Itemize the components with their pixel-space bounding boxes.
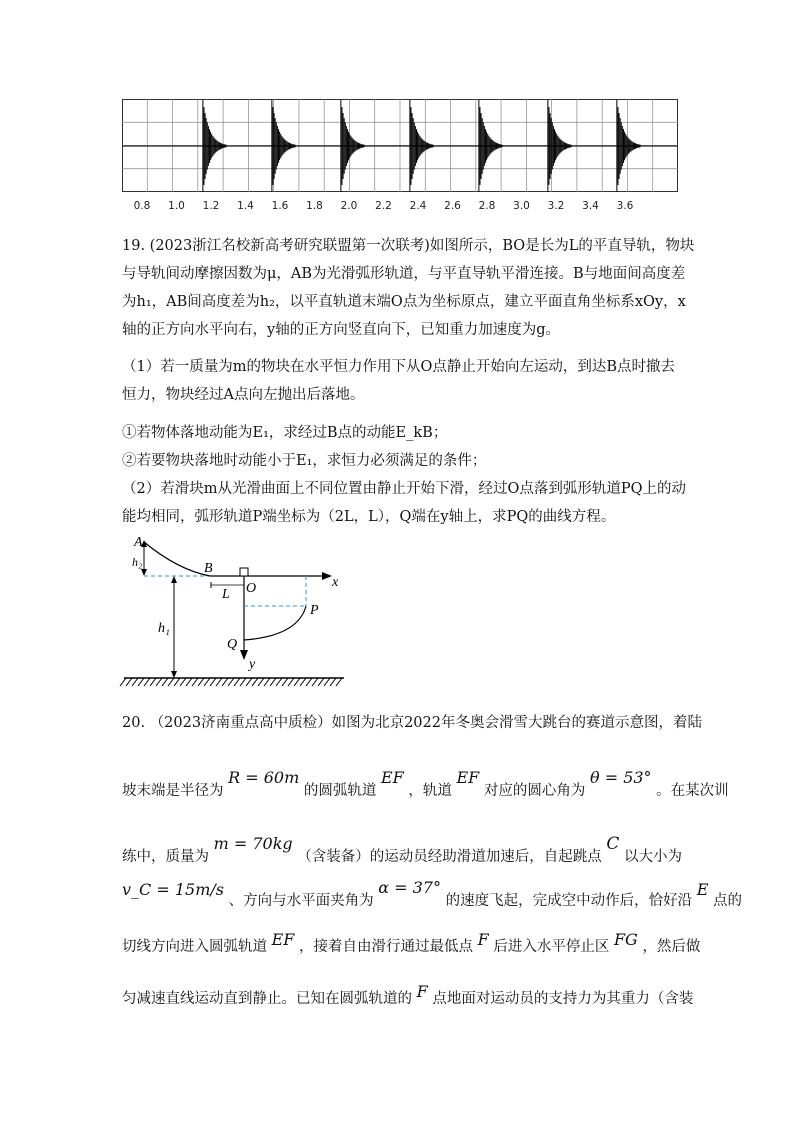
burst-5 — [564, 142, 565, 150]
burst-1 — [293, 144, 294, 147]
burst-5 — [567, 144, 568, 149]
burst-2 — [361, 144, 362, 148]
burst-4 — [482, 118, 483, 174]
burst-1 — [271, 100, 272, 192]
burst-4 — [495, 142, 496, 150]
burst-2 — [348, 132, 349, 161]
burst-5 — [566, 143, 567, 148]
burst-4 — [494, 142, 495, 151]
burst-5 — [563, 142, 564, 151]
burst-6 — [638, 144, 639, 147]
burst-4 — [479, 107, 480, 185]
formula-r: R = 60m — [228, 768, 300, 787]
text-run: ，接着自由滑行通过最低点 — [299, 939, 473, 955]
burst-5 — [551, 118, 552, 174]
burst-6 — [619, 113, 620, 179]
burst-5 — [554, 129, 555, 163]
burst-3 — [425, 142, 426, 151]
burst-3 — [417, 132, 418, 161]
q19-figure — [118, 530, 358, 694]
burst-1 — [283, 139, 284, 154]
osc-tick-label: 1.2 — [202, 200, 220, 212]
burst-6 — [637, 144, 638, 148]
burst-4 — [484, 126, 485, 166]
osc-tick-label: 3.4 — [582, 200, 599, 212]
burst-4 — [493, 141, 494, 152]
text-run: （含装备）的运动员经助滑道加速后，自起跳点 — [297, 849, 602, 865]
burst-0 — [209, 129, 210, 163]
q19-line-4: 轴的正方向水平向右，y轴的正方向竖直向下，已知重力加速度为g。 — [122, 322, 560, 338]
text-run: 以大小为 — [624, 849, 682, 865]
osc-tick-label: 3.0 — [513, 200, 530, 212]
osc-tick-label: 2.2 — [375, 200, 392, 212]
burst-2 — [363, 145, 364, 148]
burst-2 — [341, 107, 342, 185]
burst-0 — [222, 144, 223, 149]
q20-line-2 — [122, 768, 729, 801]
burst-5 — [556, 134, 557, 158]
burst-0 — [216, 140, 217, 152]
burst-1 — [276, 122, 277, 169]
burst-3 — [409, 100, 410, 192]
burst-3 — [416, 129, 417, 163]
burst-3 — [427, 143, 428, 149]
formula-ef: EF — [380, 768, 404, 787]
osc-tick-label: 3.2 — [547, 200, 565, 212]
q19-line-3: 为h₁，AB间高度差为h₂，以平直轨道末端O点为坐标原点，建立平面直角坐标系xOy，x — [122, 294, 686, 310]
burst-6 — [631, 141, 632, 152]
ab-curved-track — [144, 542, 210, 576]
formula-e: E — [696, 880, 709, 899]
burst-5 — [550, 113, 551, 179]
q20-line-1: 20. （2023济南重点高中质检）如图为北京2022年冬奥会滑雪大跳台的赛道示意图，着陆 — [122, 715, 702, 731]
burst-5 — [568, 144, 569, 148]
q20-line-6 — [122, 982, 694, 1009]
burst-4 — [492, 140, 493, 152]
burst-5 — [561, 140, 562, 152]
q19-line-1: 19. (2023浙江名校新高考研究联盟第一次联考)如图所示，BO是长为L的平直导轨，物块 — [122, 238, 695, 254]
text-run: 。在某次训 — [656, 783, 729, 799]
x-axis-arrow — [322, 572, 332, 580]
burst-2 — [350, 136, 351, 157]
label-q: Q — [227, 637, 238, 652]
burst-6 — [617, 107, 618, 185]
burst-6 — [616, 100, 617, 192]
burst-5 — [570, 145, 571, 148]
text-run: 的速度飞起，完成空中动作后，恰好沿 — [445, 893, 693, 909]
burst-2 — [346, 126, 347, 166]
burst-0 — [224, 144, 225, 147]
burst-3 — [412, 113, 413, 179]
q19-line-8: ②若要物块落地时动能小于E₁，求恒力必须满足的条件； — [122, 453, 487, 469]
burst-4 — [488, 136, 489, 157]
burst-4 — [483, 122, 484, 169]
burst-1 — [272, 107, 273, 185]
burst-4 — [486, 132, 487, 161]
label-p: P — [310, 603, 319, 618]
burst-2 — [360, 144, 361, 149]
burst-0 — [210, 132, 211, 161]
burst-6 — [622, 126, 623, 166]
burst-5 — [558, 137, 559, 154]
burst-5 — [559, 139, 560, 154]
burst-1 — [279, 132, 280, 161]
burst-6 — [635, 143, 636, 148]
label-y: y — [249, 657, 256, 672]
burst-4 — [500, 144, 501, 147]
burst-6 — [636, 144, 637, 149]
q19-line-6: 恒力，物块经过A点向左抛出后落地。 — [122, 387, 365, 403]
formula-c: C — [606, 834, 620, 854]
burst-5 — [565, 143, 566, 149]
burst-1 — [289, 143, 290, 149]
burst-2 — [357, 142, 358, 150]
text-run: ，然后做 — [642, 939, 701, 955]
text-run: 、方向与水平面夹角为 — [228, 893, 374, 909]
burst-3 — [432, 145, 433, 148]
burst-0 — [203, 107, 204, 185]
burst-3 — [414, 122, 415, 169]
burst-1 — [294, 145, 295, 148]
oscillogram-svg — [122, 99, 678, 199]
burst-0 — [223, 144, 224, 148]
burst-1 — [281, 136, 282, 157]
burst-1 — [275, 118, 276, 174]
text-run: 匀减速直线运动直到静止。已知在圆弧轨道的 — [122, 991, 412, 1007]
burst-3 — [418, 134, 419, 158]
burst-6 — [639, 145, 640, 148]
burst-5 — [557, 136, 558, 157]
burst-1 — [290, 143, 291, 148]
burst-4 — [499, 144, 500, 148]
formula-fg: FG — [613, 930, 638, 949]
burst-5 — [548, 107, 549, 185]
text-run: 对应的圆心角为 — [483, 783, 586, 799]
burst-4 — [485, 129, 486, 163]
burst-0 — [225, 145, 226, 148]
burst-2 — [355, 141, 356, 152]
burst-1 — [292, 144, 293, 148]
burst-1 — [274, 113, 275, 179]
q19-line-10: 能均相同，弧形轨道P端坐标为（2L，L），Q端在y轴上，求PQ的曲线方程。 — [122, 509, 616, 525]
burst-5 — [553, 126, 554, 166]
formula-m: m = 70kg — [213, 834, 293, 853]
burst-4 — [496, 143, 497, 149]
burst-2 — [347, 129, 348, 163]
burst-0 — [212, 136, 213, 157]
burst-5 — [569, 144, 570, 147]
burst-4 — [498, 144, 499, 149]
burst-3 — [431, 144, 432, 147]
label-a: A — [134, 535, 143, 550]
q19-line-2: 与导轨间动摩擦因数为μ，AB为光滑弧形轨道，与平直导轨平滑连接。B与地面间高度差 — [122, 266, 686, 282]
label-h1: h₁ — [158, 621, 170, 636]
burst-3 — [430, 144, 431, 148]
burst-2 — [362, 144, 363, 147]
osc-tick-label: 1.8 — [306, 200, 323, 212]
burst-2 — [343, 113, 344, 179]
q20-line-5 — [122, 930, 701, 957]
burst-0 — [221, 143, 222, 148]
burst-3 — [424, 141, 425, 152]
burst-0 — [213, 137, 214, 154]
burst-6 — [625, 134, 626, 158]
text-run: ，轨道 — [408, 783, 452, 799]
q19-line-7: ①若物体落地动能为E₁，求经过B点的动能E_kB； — [122, 425, 448, 441]
burst-1 — [280, 134, 281, 158]
burst-3 — [413, 118, 414, 174]
text-run: 后进入水平停止区 — [493, 939, 610, 955]
q19-line-5: （1）若一质量为m的物块在水平恒力作用下从O点静止开始向左运动，到达B点时撤去 — [122, 359, 676, 375]
text-run: 坡末端是半径为 — [122, 783, 224, 799]
burst-0 — [220, 143, 221, 149]
text-run: 点地面对运动员的支持力为其重力（含装 — [432, 991, 694, 1007]
burst-3 — [428, 143, 429, 148]
burst-4 — [478, 100, 479, 192]
osc-tick-label: 2.0 — [340, 200, 358, 212]
burst-4 — [489, 137, 490, 154]
label-o: O — [246, 581, 257, 596]
formula-alpha: α = 37° — [378, 878, 441, 897]
q19-line-9: （2）若滑块m从光滑曲面上不同位置由静止开始下滑，经过O点落到弧形轨道PQ上的动 — [122, 481, 687, 497]
burst-2 — [340, 100, 341, 192]
formula-ef-2: EF — [456, 768, 480, 787]
osc-tick-label: 2.4 — [409, 200, 427, 212]
burst-3 — [415, 126, 416, 166]
burst-6 — [632, 142, 633, 151]
burst-2 — [345, 122, 346, 169]
burst-2 — [344, 118, 345, 174]
burst-1 — [286, 141, 287, 152]
osc-tick-label: 0.8 — [133, 200, 151, 212]
burst-6 — [626, 136, 627, 157]
burst-6 — [633, 142, 634, 150]
pq-curve — [244, 606, 306, 640]
burst-6 — [634, 143, 635, 149]
burst-6 — [630, 140, 631, 152]
osc-tick-label: 1.0 — [168, 200, 185, 212]
label-h2: h₂ — [132, 555, 143, 569]
formula-ef-3: EF — [271, 930, 295, 949]
q20-line-3 — [122, 834, 682, 867]
osc-tick-label: 1.6 — [271, 200, 289, 212]
burst-2 — [351, 137, 352, 154]
burst-2 — [352, 139, 353, 154]
burst-6 — [627, 137, 628, 154]
burst-0 — [208, 126, 209, 166]
label-x: x — [332, 575, 339, 590]
burst-0 — [205, 113, 206, 179]
burst-3 — [426, 142, 427, 150]
burst-5 — [562, 141, 563, 152]
q20-line-4 — [122, 878, 742, 911]
burst-1 — [288, 142, 289, 150]
text-run: 点的 — [712, 893, 742, 909]
burst-6 — [621, 122, 622, 169]
burst-6 — [620, 118, 621, 174]
osc-tick-label: 2.6 — [444, 200, 461, 212]
y-axis-arrow — [240, 650, 248, 660]
formula-f: F — [477, 930, 489, 949]
burst-0 — [211, 134, 212, 158]
burst-0 — [214, 139, 215, 154]
burst-1 — [285, 140, 286, 152]
burst-0 — [217, 141, 218, 152]
burst-2 — [359, 143, 360, 148]
burst-1 — [277, 126, 278, 166]
q19-figure-svg — [118, 530, 358, 690]
burst-6 — [628, 139, 629, 154]
label-l: L — [222, 587, 230, 602]
burst-1 — [287, 142, 288, 151]
formula-theta: θ = 53° — [589, 768, 652, 787]
burst-2 — [356, 142, 357, 151]
osc-tick-label: 1.4 — [237, 200, 254, 212]
burst-5 — [555, 132, 556, 161]
burst-1 — [278, 129, 279, 163]
formula-vc: v_C = 15m/s — [122, 880, 224, 899]
burst-0 — [218, 142, 219, 151]
block — [240, 568, 248, 576]
burst-3 — [423, 140, 424, 152]
burst-4 — [501, 145, 502, 148]
burst-3 — [419, 136, 420, 157]
h2-arrow-head-down — [141, 569, 147, 576]
burst-2 — [349, 134, 350, 158]
burst-3 — [429, 144, 430, 149]
burst-2 — [358, 143, 359, 149]
text-run: 练中，质量为 — [122, 849, 209, 865]
burst-3 — [421, 139, 422, 154]
burst-0 — [207, 122, 208, 169]
burst-3 — [420, 137, 421, 154]
burst-6 — [623, 129, 624, 163]
burst-6 — [624, 132, 625, 161]
osc-tick-label: 3.6 — [616, 200, 634, 212]
burst-4 — [490, 139, 491, 154]
burst-2 — [354, 140, 355, 152]
burst-4 — [487, 134, 488, 158]
burst-1 — [282, 137, 283, 154]
text-run: 切线方向进入圆弧轨道 — [122, 939, 267, 955]
label-b: B — [204, 561, 213, 576]
osc-tick-label: 2.8 — [478, 200, 496, 212]
burst-0 — [202, 100, 203, 192]
burst-5 — [552, 122, 553, 169]
burst-1 — [291, 144, 292, 149]
burst-0 — [206, 118, 207, 174]
burst-4 — [481, 113, 482, 179]
formula-f-2: F — [416, 982, 428, 1001]
burst-4 — [497, 143, 498, 148]
burst-5 — [547, 100, 548, 192]
burst-0 — [219, 142, 220, 150]
burst-3 — [410, 107, 411, 185]
oscillogram-figure — [122, 99, 678, 203]
text-run: 的圆弧轨道 — [303, 783, 377, 799]
